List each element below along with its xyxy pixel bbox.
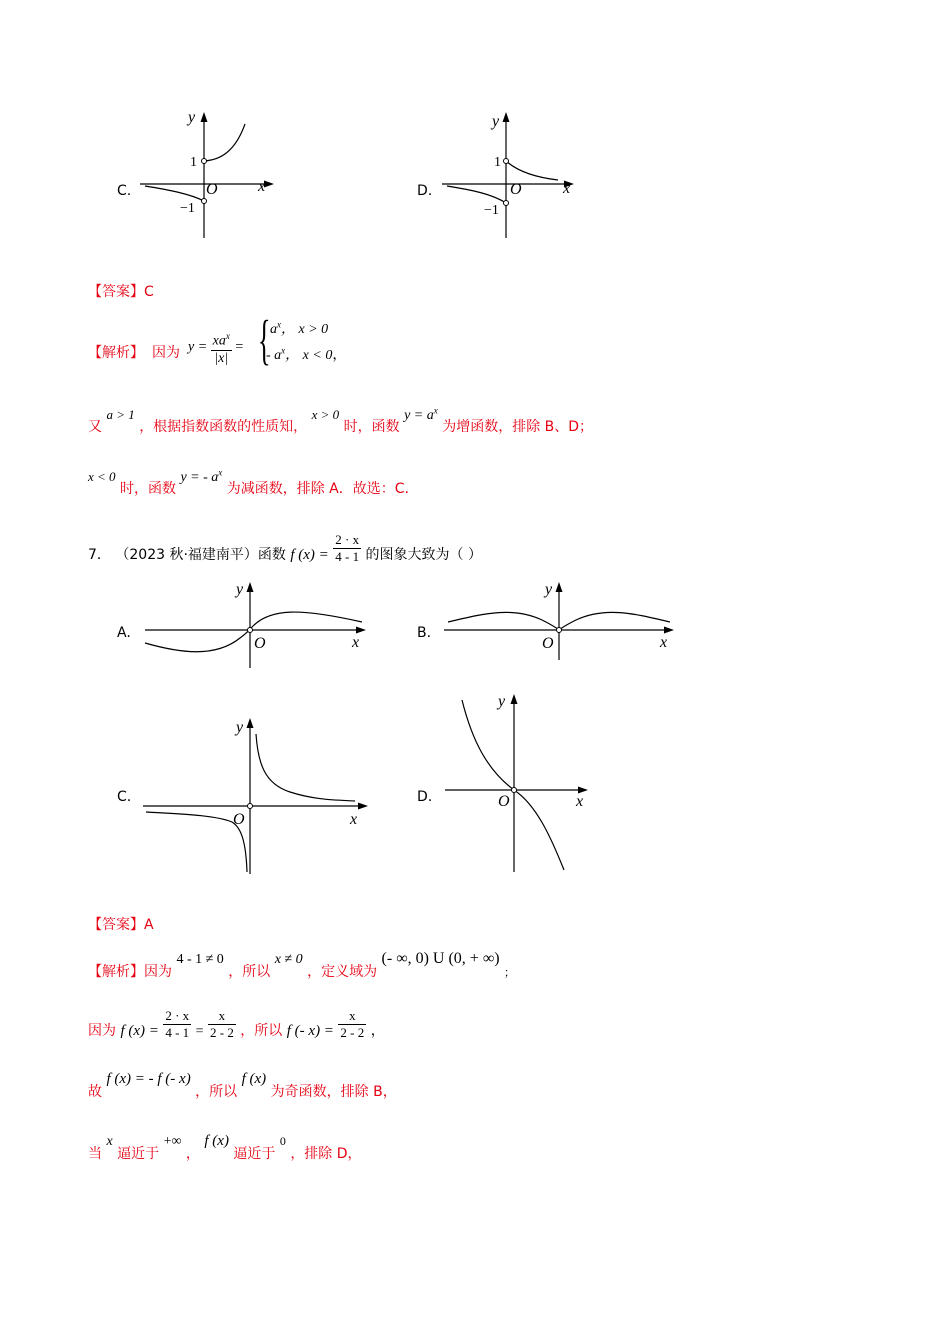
x-axis-label: x: [352, 634, 360, 651]
origin-label: O: [542, 635, 554, 652]
q7-analysis-line3: 故 f (x) = - f (- x) ，所以 f (x) 为奇函数，排除 B，: [88, 1071, 397, 1100]
q7-analysis-line4: 当 x 逼近于 +∞ ， f (x) 逼近于 0 ，排除 D，: [88, 1133, 362, 1162]
q7-answer: 【答案】A: [88, 917, 154, 933]
prev-analysis-label: 【解析】: [88, 345, 144, 361]
origin-label: O: [254, 635, 266, 652]
case-1: $a^x$， x > 0: [270, 319, 329, 337]
y-axis-label: y: [236, 719, 244, 736]
y-axis-label: y: [492, 113, 500, 130]
q7-graph-c: [140, 714, 380, 879]
prev-piecewise-formula: y = $\frac{xa^x}{|x|}$ =: [188, 328, 243, 367]
graph-prev-c: [140, 110, 280, 240]
origin-label: O: [233, 811, 245, 828]
graph-prev-d: [442, 110, 582, 240]
y-axis-label: y: [498, 693, 506, 710]
case-2: - $a^x$， x < 0，: [266, 345, 347, 363]
q7-option-a-label: A.: [117, 625, 131, 641]
x-axis-label: x: [660, 634, 668, 651]
prev-answer: 【答案】C: [88, 284, 154, 300]
q7-graph-d: [442, 690, 602, 875]
brace: {: [258, 309, 271, 371]
prev-analysis-because: 因为: [152, 345, 180, 361]
q7-option-b-label: B.: [417, 625, 432, 641]
q7-analysis-line2: 因为 f (x) = $\frac{2 \cdot x}{4 - 1}$ = $\frac{x}{2 - 2}$ ，所以 f (- x) = $\frac{x}{2 - 2}$ ，: [88, 1008, 385, 1040]
x-axis-label: x: [350, 811, 358, 828]
x-axis-label: x: [258, 178, 266, 195]
tick-1: 1: [494, 155, 501, 170]
origin-label: O: [510, 181, 522, 198]
option-d-label: D.: [417, 183, 433, 199]
q7-graph-a: [140, 578, 380, 658]
q7-graph-b: [442, 578, 682, 658]
y-axis-label: y: [236, 581, 244, 598]
tick-1: 1: [190, 155, 197, 170]
question-7-stem: 7． （2023 秋·福建南平）函数 f (x) = $\frac{2 \cdot x}{4 - 1}$ 的图象大致为（ ）: [88, 532, 482, 564]
q7-option-d-label: D.: [417, 789, 433, 805]
prev-line3: x < 0 时，函数 y = - $a^x$ 为减函数，排除 A．故选：C.: [88, 467, 409, 497]
q7-analysis-line1: 【解析】因为 4 - 1 ≠ 0 ，所以 x ≠ 0 ，定义域为 (- ∞, 0) U (0, + ∞) $_;$: [88, 950, 516, 980]
q7-option-c-label: C.: [117, 789, 132, 805]
x-axis-label: x: [576, 793, 584, 810]
tick-neg1: −1: [180, 201, 195, 216]
option-c-label: C.: [117, 183, 132, 199]
origin-label: O: [498, 793, 510, 810]
prev-line2: 又 a > 1 ，根据指数函数的性质知， x > 0 时，函数 $y = a^x$ 为增函数，排除 B、D；: [88, 405, 594, 435]
origin-label: O: [206, 181, 218, 198]
tick-neg1: −1: [484, 203, 499, 218]
y-axis-label: y: [188, 109, 196, 126]
x-axis-label: x: [563, 180, 571, 197]
y-axis-label: y: [545, 581, 553, 598]
